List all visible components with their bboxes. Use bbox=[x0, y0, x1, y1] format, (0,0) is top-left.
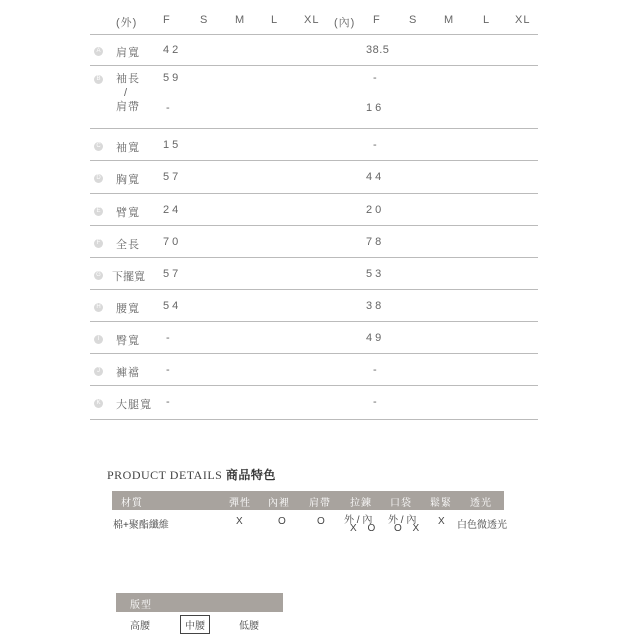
row-label: 大腿寬 bbox=[116, 399, 152, 411]
inner-f-value: - bbox=[373, 72, 380, 84]
transparency-value: 白色微透光 bbox=[457, 520, 507, 531]
product-details-title bbox=[107, 466, 276, 483]
size-row-j bbox=[90, 354, 538, 386]
col-transparency: 透光 bbox=[470, 498, 492, 509]
row-badge: J bbox=[94, 367, 103, 376]
inner-f-value: - bbox=[373, 364, 380, 376]
row-label: 臀寬 bbox=[116, 335, 140, 347]
inner-f-value: 20 bbox=[366, 204, 385, 216]
details-title-en: PRODUCT DETAILS bbox=[107, 468, 223, 482]
row-label: 肩寬 bbox=[116, 47, 140, 59]
size-row-f bbox=[90, 226, 538, 258]
size-row-g bbox=[90, 258, 538, 290]
row-badge: C bbox=[94, 142, 103, 151]
header-outer: (外) bbox=[116, 17, 138, 29]
outer-f-value: - bbox=[166, 364, 173, 376]
size-row-b bbox=[90, 66, 538, 129]
outer-f-value: 42 bbox=[163, 44, 182, 56]
row-label: 腰寬 bbox=[116, 303, 140, 315]
row-label bbox=[116, 72, 140, 114]
outer-f-value: 54 bbox=[163, 300, 182, 312]
row-label-line: / bbox=[124, 87, 129, 99]
row-badge: B bbox=[94, 75, 103, 84]
inner-f-value: 44 bbox=[366, 171, 385, 183]
row-badge: D bbox=[94, 174, 103, 183]
inner-f-value: 38.5 bbox=[366, 44, 390, 56]
header-outer-xl: XL bbox=[304, 14, 320, 26]
header-outer-l: L bbox=[271, 14, 279, 26]
pocket-value-bottom: O X bbox=[394, 523, 424, 534]
fit-option-low: 低腰 bbox=[239, 621, 259, 632]
row-badge: F bbox=[94, 239, 103, 248]
size-row-d bbox=[90, 161, 538, 194]
inner-f-value: 38 bbox=[366, 300, 385, 312]
lining-value: O bbox=[278, 516, 286, 527]
size-table-header bbox=[90, 8, 538, 35]
row-label-line: 袖長 bbox=[116, 73, 140, 85]
row-label: 胸寬 bbox=[116, 174, 140, 186]
col-strap: 肩帶 bbox=[309, 498, 331, 509]
row-label: 下擺寬 bbox=[112, 271, 145, 283]
col-lining: 內裡 bbox=[268, 498, 290, 509]
row-badge: K bbox=[94, 399, 103, 408]
size-row-k bbox=[90, 386, 538, 420]
row-badge: G bbox=[94, 271, 103, 280]
outer-f-value: 59 bbox=[163, 72, 182, 84]
elastic-value: X bbox=[236, 516, 243, 527]
header-inner: (內) bbox=[334, 17, 356, 29]
header-inner-xl: XL bbox=[515, 14, 531, 26]
row-label: 全長 bbox=[116, 239, 140, 251]
header-inner-m: M bbox=[444, 14, 455, 26]
inner-f-value: - bbox=[373, 396, 380, 408]
row-badge: E bbox=[94, 207, 103, 216]
inner-f-value: - bbox=[373, 139, 380, 151]
outer-f-value: 70 bbox=[163, 236, 182, 248]
inner-f-value-2: 16 bbox=[366, 102, 385, 114]
header-outer-s: S bbox=[200, 14, 209, 26]
size-row-e bbox=[90, 194, 538, 226]
inner-f-value: 49 bbox=[366, 332, 385, 344]
tight-value: X bbox=[438, 516, 445, 527]
pocket-value-top: 外 / 內 bbox=[388, 515, 417, 526]
col-elastic: 彈性 bbox=[229, 498, 251, 509]
fit-header bbox=[116, 593, 283, 612]
row-label: 褲襠 bbox=[116, 367, 140, 379]
row-badge: I bbox=[94, 335, 103, 344]
row-label: 袖寬 bbox=[116, 142, 140, 154]
header-outer-m: M bbox=[235, 14, 246, 26]
zipper-value-top: 外 / 內 bbox=[344, 515, 373, 526]
size-row-a bbox=[90, 35, 538, 66]
strap-value: O bbox=[317, 516, 325, 527]
zipper-value-bottom: X O bbox=[350, 523, 380, 534]
outer-f-value: 57 bbox=[163, 171, 182, 183]
header-inner-l: L bbox=[483, 14, 491, 26]
header-inner-s: S bbox=[409, 14, 418, 26]
size-row-c bbox=[90, 129, 538, 161]
outer-f-value: 15 bbox=[163, 139, 182, 151]
material-value: 棉+聚酯纖維 bbox=[113, 520, 169, 531]
fit-header-label: 版型 bbox=[130, 600, 152, 611]
details-title-zh: 商品特色 bbox=[225, 468, 276, 482]
size-table bbox=[90, 8, 538, 420]
outer-f-value: - bbox=[166, 332, 173, 344]
header-outer-f: F bbox=[163, 14, 171, 26]
col-tight: 鬆緊 bbox=[430, 498, 452, 509]
row-label-line: 肩帶 bbox=[116, 101, 140, 113]
header-inner-f: F bbox=[373, 14, 381, 26]
col-material: 材質 bbox=[121, 498, 143, 509]
col-zipper: 拉鍊 bbox=[350, 498, 372, 509]
outer-f-value-2: - bbox=[166, 102, 173, 114]
inner-f-value: 78 bbox=[366, 236, 385, 248]
col-pocket: 口袋 bbox=[390, 498, 412, 509]
outer-f-value: 57 bbox=[163, 268, 182, 280]
attribute-header bbox=[112, 491, 504, 510]
row-badge: H bbox=[94, 303, 103, 312]
fit-option-high: 高腰 bbox=[130, 621, 150, 632]
inner-f-value: 53 bbox=[366, 268, 385, 280]
outer-f-value: - bbox=[166, 396, 173, 408]
outer-f-value: 24 bbox=[163, 204, 182, 216]
size-row-h bbox=[90, 290, 538, 322]
size-row-i bbox=[90, 322, 538, 354]
row-label: 臂寬 bbox=[116, 207, 140, 219]
row-badge: A bbox=[94, 47, 103, 56]
fit-option-mid-selected: 中腰 bbox=[180, 615, 210, 634]
